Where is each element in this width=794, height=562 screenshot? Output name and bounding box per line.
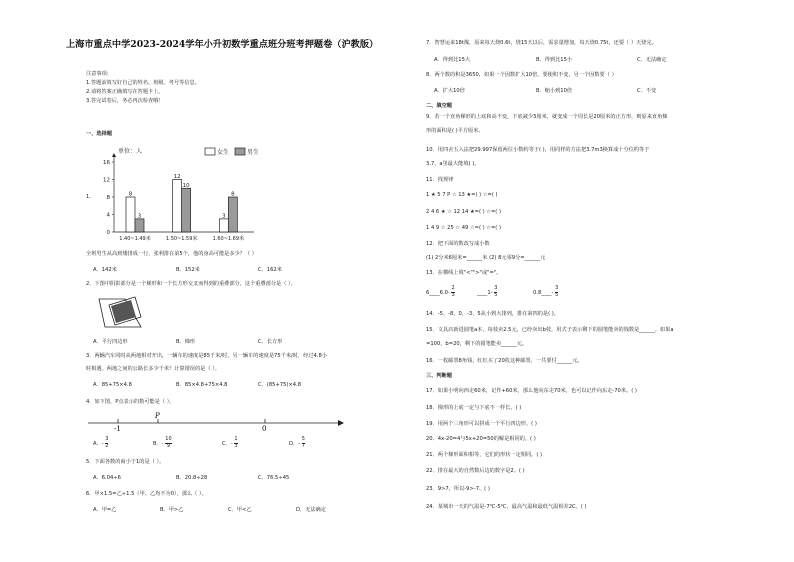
chart-title: 单位：人 <box>118 148 143 155</box>
bar-value-label: 12 <box>173 174 181 180</box>
q9-line1: 9．若一个直角梯形的上底和高不变，下底减少3厘米，就变成一个周长是20厘米的正方形，则原来直角梯 <box>426 114 668 120</box>
q6-option-b: B．甲>乙 <box>160 507 184 513</box>
q11-row-1: 1 ★ 5 7 P ☆ 13 ★=( ) ☆=( ) <box>426 192 498 198</box>
q18-stem: 18．梯形的上底一定与下底不一样长。( ) <box>426 405 522 411</box>
bar-chart <box>92 140 272 245</box>
bar-girls <box>173 180 182 233</box>
q4-b-numerator: 10 <box>165 436 172 442</box>
notice-item-2: 2.请将答案正确填写在答题卡上。 <box>86 89 164 95</box>
q8-stem: 8．两个数的积是3650，如果一个因数扩大10倍，要使积不变，另一个因数要（ ） <box>426 72 617 78</box>
q7-stem: 7．智慧运来18t煤，原来每天烧0.6t，烧15天以后，需求量增加，每天烧0.75t，还要（ ）天烧完。 <box>426 40 657 46</box>
q1-option-b: B．152米 <box>176 267 200 273</box>
q4-option-b: B．- $\frac{10}{9}$ <box>153 436 172 449</box>
notice-item-3: 3.答完试卷后，务必再次检查哦！ <box>86 98 164 104</box>
q7-option-a: A．得到比15大 <box>434 57 471 63</box>
q4-a-denominator: 2 <box>105 442 109 449</box>
y-tick-label: 16 <box>103 160 110 166</box>
bar-girls <box>126 197 135 232</box>
q2-stem: 2．下图中阴影部分是一个梯形和一个长方形交叉而得到的重叠部分，这个重叠部分是（ ）。 <box>86 281 296 287</box>
q15-line1: 15．文具店新进圆笔a本，每枝卖2.5元，已经卖出b枝，用式子表示剩下的圆笔能卖的钱数是______。如果a <box>426 327 674 333</box>
q8-option-c: C．不变 <box>637 88 657 94</box>
q6-stem: 6．甲×1.5=乙÷1.5（甲、乙均不为0），那么（ ）。 <box>86 491 207 497</box>
number-line-label-minus-one: -1 <box>114 425 121 432</box>
q4-c-numerator: 1 <box>234 436 238 442</box>
q15-line2: =100，b=20，剩下的圆笔能卖______元。 <box>426 341 528 347</box>
q14-stem: 14．-5、-8、0、-3、5从小到大排列，排在第四的是( )。 <box>426 311 559 317</box>
q4-option-d: D．- $\frac{5}{7}$ <box>289 436 305 449</box>
legend-label-girls: 女生 <box>217 149 230 156</box>
q13-stem: 13．在横线上填"<"">"或"="。 <box>426 270 502 276</box>
number-line-label-zero: 0 <box>262 425 267 432</box>
q10-line2: 3.7，a里最大能填( )。 <box>426 161 480 167</box>
q5-stem: 5．下面各数的商小于1的是（ ）。 <box>86 459 165 465</box>
q3-option-b: B．85×4.8+75×4.8 <box>176 382 228 388</box>
legend-swatch-boys <box>235 148 245 155</box>
q1-option-c: C．162米 <box>258 267 282 273</box>
q1-number: 1. <box>86 194 91 200</box>
q24-stem: 24．某城市一天的气温是-7℃-5℃，最高气温和最低气温相差2C。( ) <box>426 504 587 510</box>
q7-option-c: C．无法确定 <box>637 57 667 63</box>
q19-stem: 19．用两个三角形可以拼成一个平行四边形。( ) <box>426 421 537 427</box>
number-line-label-p: P <box>155 412 160 420</box>
q11-row-2: 2 4 6 ★ ☆ 12 14 ★=( ) ☆=( ) <box>426 209 501 215</box>
q13-item-3: 0.8____- $\frac{3}{5}$ <box>533 285 559 298</box>
q3-stem-line1: 3．两辆汽车同时从两地相对开出，一辆车的速度是85千米/时，另一辆车的速度是75千米/时，经过4.8小 <box>86 353 327 359</box>
q4-d-numerator: 5 <box>301 436 305 442</box>
q6-option-c: C．甲<乙 <box>228 507 252 513</box>
y-tick-label: 0 <box>106 230 110 236</box>
section-judge: 三、判断题 <box>426 373 452 379</box>
y-tick-label: 4 <box>106 212 110 219</box>
q11-row-3: 1 4 9 ☆ 25 ☆ 49 ☆=( ) ☆=( ) <box>426 225 501 231</box>
q1-stem: 全班男生从高到矮排成一行，张利排在第5个，他的身高可能是多少？（ ） <box>86 251 257 257</box>
q2-option-b: B．梯形 <box>176 339 196 345</box>
bar-boys <box>135 219 144 232</box>
bar-value-label: 8 <box>128 191 133 198</box>
q5-option-b: B．20.8÷28 <box>176 475 208 481</box>
bar-value-label: 3 <box>137 213 142 220</box>
q4-option-c: C．- $\frac{1}{3}$ <box>222 436 238 449</box>
section-choice: 一、选择题 <box>86 131 112 137</box>
q16-stem: 16．一枚邮票8角钱，红红买了20枚这种邮票，一共要付______元。 <box>426 358 583 364</box>
q4-c-denominator: 3 <box>234 442 238 449</box>
bar-boys <box>228 197 237 232</box>
q10-line1: 10．用四舍五入法把29.997保留两位小数约等于( )，用同样的方法把3.7m3换算成十分位约等于 <box>426 147 650 153</box>
q7-option-b: B．得到比15小 <box>536 57 573 63</box>
q1-option-a: A．142米 <box>93 267 117 273</box>
q13-item-1: 6____6.0- $\frac{2}{3}$ <box>426 285 455 298</box>
q22-stem: 22．排在最大的自然数后边的数字是2。( ) <box>426 468 525 474</box>
x-tick-label: 1.40~1.49米 <box>119 236 151 242</box>
q12-row: (1) 2分米6厘米=______米 (2) 8元零9分=______元 <box>426 255 546 261</box>
number-line <box>86 410 346 432</box>
q4-option-a: A．- $\frac{3}{2}$ <box>93 436 109 449</box>
bar-value-label: 3 <box>222 213 226 220</box>
section-fill: 二、填空题 <box>426 103 452 109</box>
page-title: 上海市重点中学2023-2024学年小升初数学重点班分班考押题卷（沪教版） <box>66 39 379 50</box>
q4-stem: 4．如下图，P点表示的数可能是（ ）。 <box>86 399 175 405</box>
q17-stem: 17．如果小明向西走60米，记作+60米，那么他向东走70米，也可以记作向东走-70米。( ) <box>426 388 637 394</box>
legend-label-boys: 男生 <box>247 149 260 156</box>
bar-girls <box>219 219 228 232</box>
q5-option-c: C．76.5÷45 <box>258 475 290 481</box>
q4-a-numerator: 3 <box>105 436 109 442</box>
q23-stem: 23．9>7，所以-9>-7。( ) <box>426 486 490 492</box>
bar-value-label: 10 <box>182 182 190 189</box>
legend-swatch-girls <box>205 148 215 155</box>
q2-option-a: A．平行四边形 <box>93 339 128 345</box>
q6-option-d: D．无法确定 <box>296 507 326 513</box>
q8-option-a: A．扩大10倍 <box>434 88 465 94</box>
y-tick-label: 8 <box>106 195 110 201</box>
q2-figure <box>95 295 145 331</box>
q6-option-a: A．甲=乙 <box>93 507 117 513</box>
y-axis-arrow <box>112 153 116 157</box>
q21-stem: 21．两个梯形面积相等，它们的形状一定相同。( ) <box>426 452 543 458</box>
bar-boys <box>182 188 191 232</box>
q9-line2: 形的面积是( )平方厘米。 <box>426 128 484 134</box>
x-tick-label: 1.50~1.59米 <box>165 236 198 242</box>
q2-option-c: C．长方形 <box>258 339 283 345</box>
q4-b-denominator: 9 <box>166 442 171 449</box>
q3-option-a: A．85+75×4.8 <box>93 382 132 388</box>
bar-value-label: 8 <box>231 191 235 198</box>
notice-heading: 注意事项: <box>86 71 109 77</box>
q11-stem: 11．找规律 <box>426 177 454 183</box>
q13-item-2: ____1- $\frac{3}{5}$ <box>477 285 498 298</box>
q4-d-denominator: 7 <box>301 442 305 449</box>
q20-stem: 20．4x-20=4与5x+20=50的解是相同的。( ) <box>426 436 536 442</box>
notice-item-1: 1.答题前填写好自己的姓名、班级、考号等信息。 <box>86 80 200 86</box>
q5-option-a: A．6.04÷6 <box>93 475 121 481</box>
q12-stem: 12．把下面的数改写成小数 <box>426 241 490 247</box>
x-tick-label: 1.60~1.69米 <box>212 236 245 242</box>
q3-option-c: C．(85+75)×4.8 <box>258 382 302 388</box>
q3-stem-line2: 时相遇。两地之间的公路长多少千米？计算错误的是（ ）。 <box>86 366 220 372</box>
q8-option-b: B．缩小到10倍 <box>536 88 573 94</box>
y-tick-label: 12 <box>103 177 110 184</box>
